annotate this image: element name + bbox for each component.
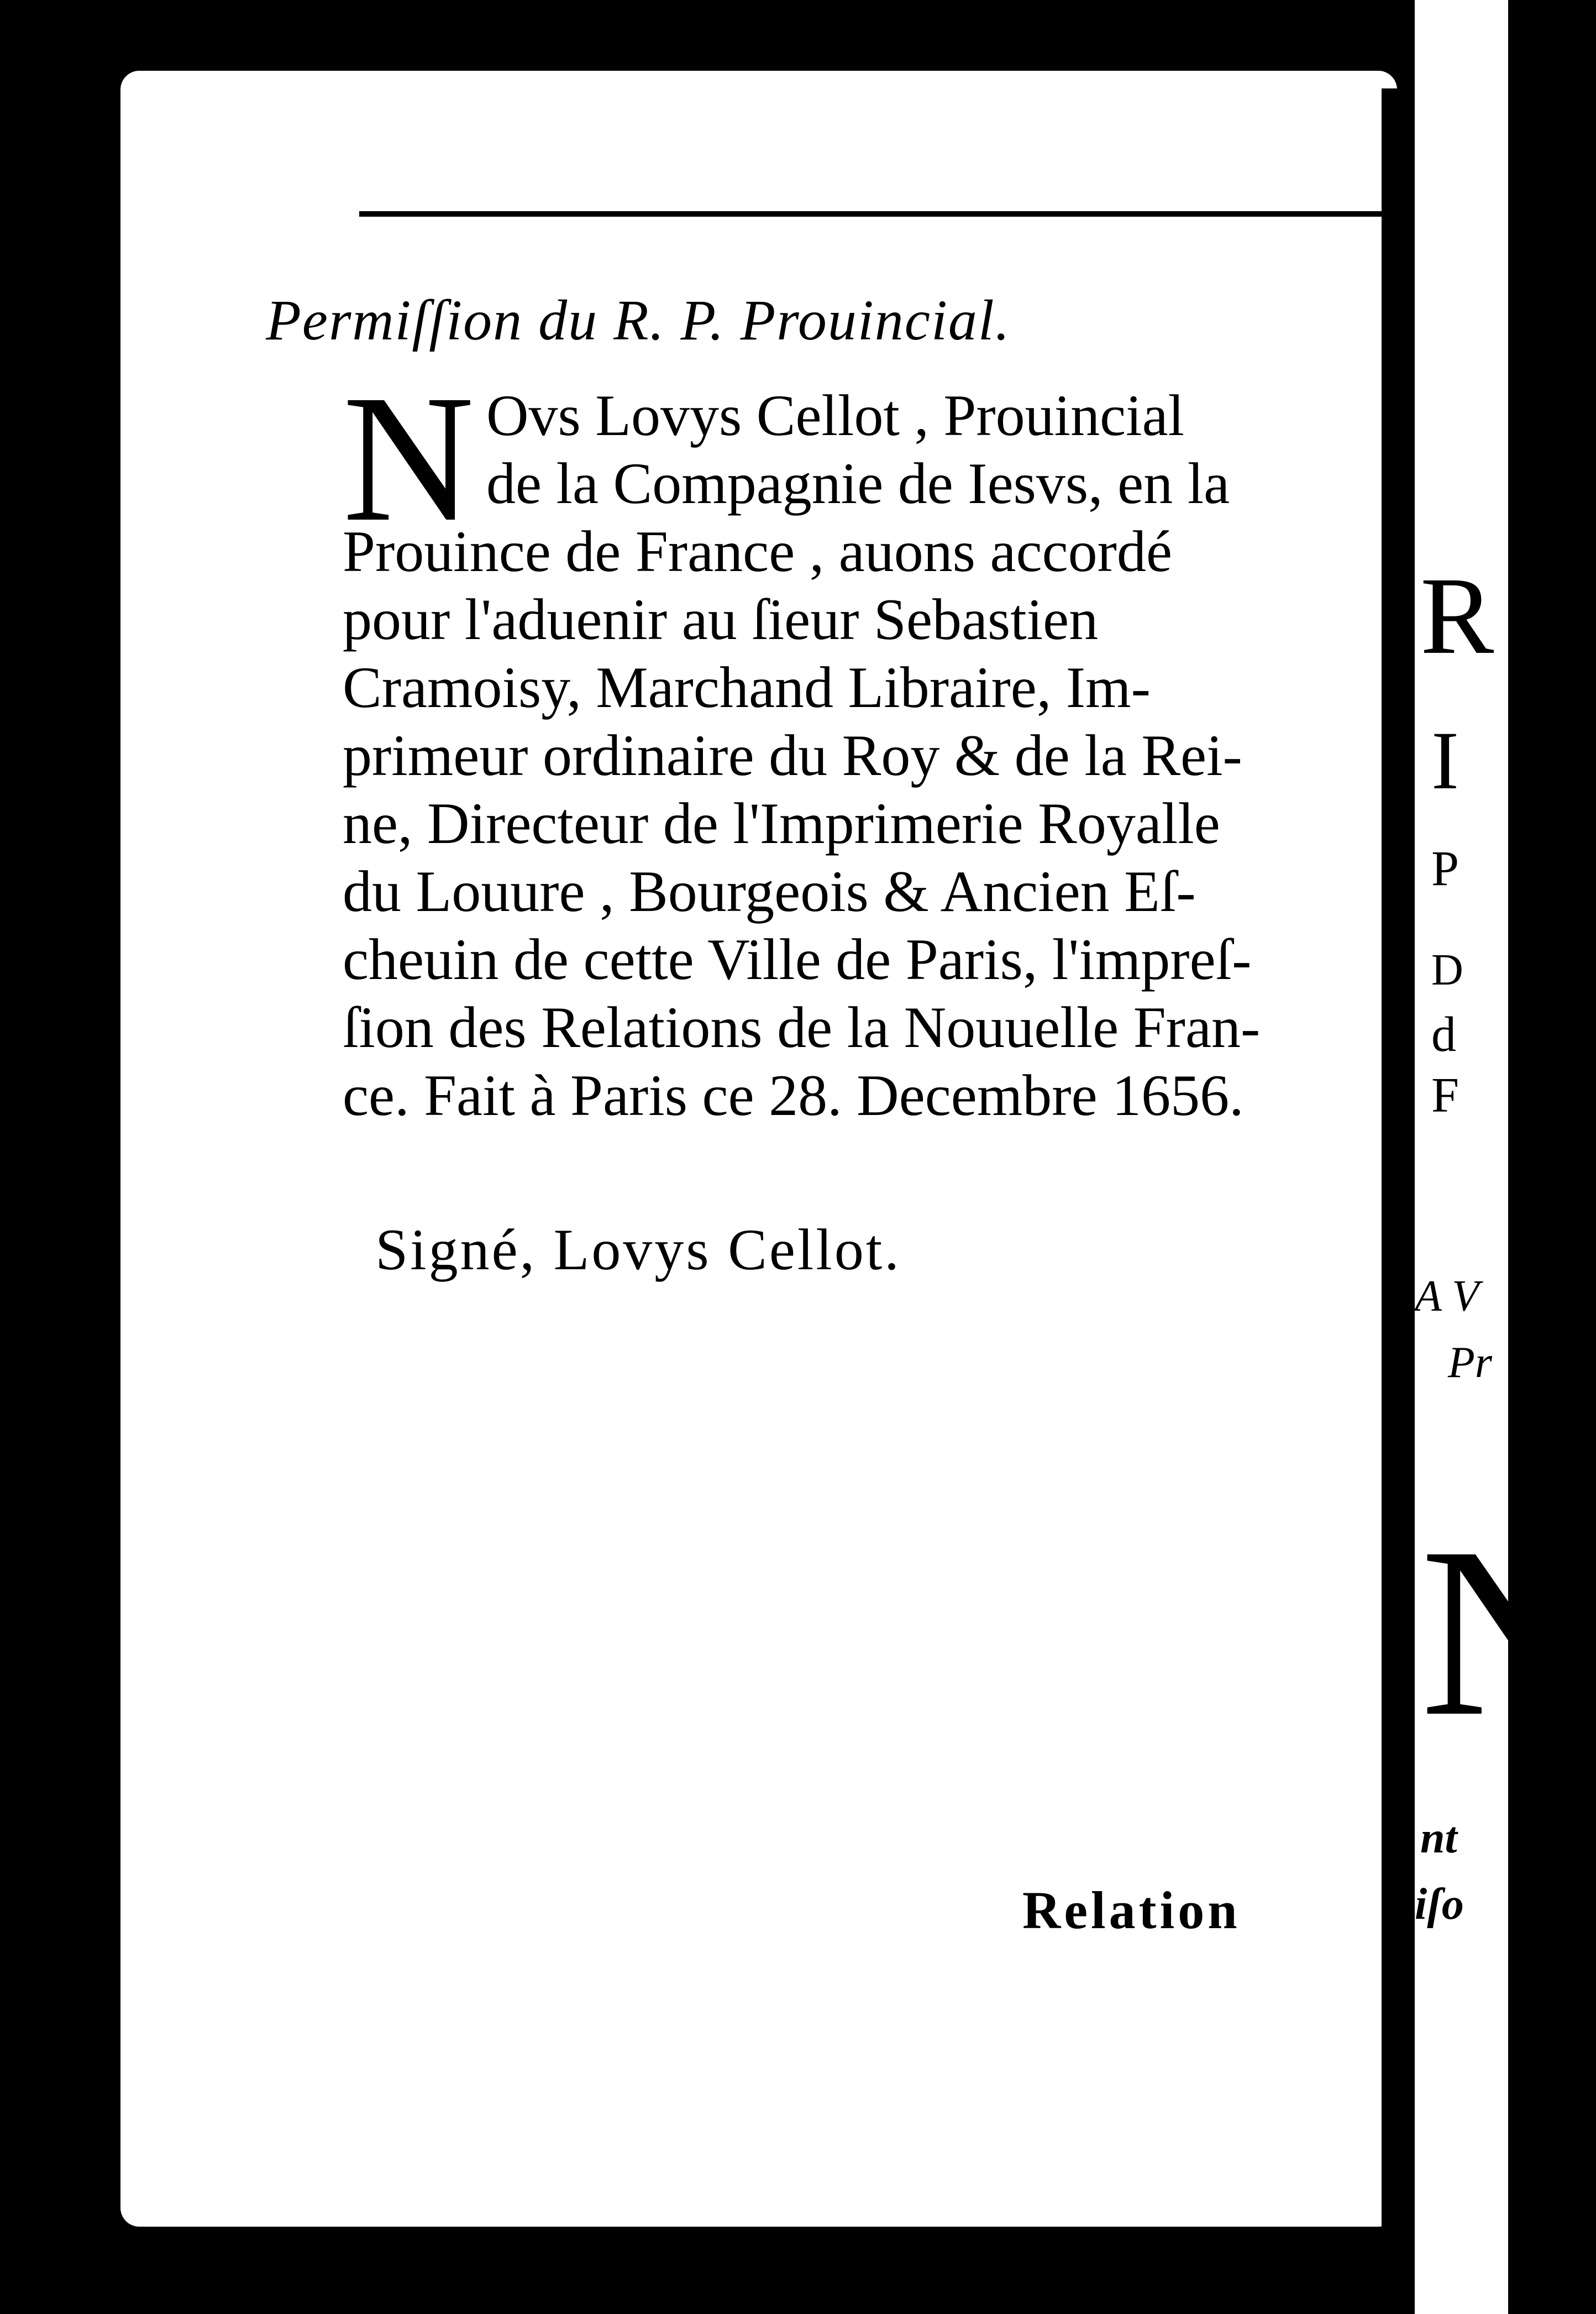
text-line: ce. Fait à Paris ce 28. Decembre 1656. bbox=[343, 1063, 1244, 1128]
text-line: Ovs Lovys Cellot , Prouincial bbox=[486, 383, 1185, 448]
facing-page-glyph: iſo bbox=[1415, 1880, 1464, 1929]
text-line: Cramoisy, Marchand Libraire, Im- bbox=[343, 655, 1151, 720]
text-line: du Louure , Bourgeois & Ancien Eſ- bbox=[343, 859, 1196, 924]
facing-page-glyph: nt bbox=[1420, 1814, 1457, 1862]
text-line: primeur ordinaire du Roy & de la Rei- bbox=[343, 723, 1242, 788]
text-line: ſion des Relations de la Nouuelle Fran- bbox=[343, 995, 1261, 1060]
permission-text bbox=[343, 358, 1354, 1129]
page-heading: Permiſſion du R. P. Prouincial. bbox=[266, 289, 1011, 352]
drop-cap-letter: N bbox=[343, 358, 475, 559]
facing-page-glyph: N bbox=[1420, 1498, 1596, 1767]
facing-page-glyph: F bbox=[1431, 1068, 1460, 1123]
facing-page-glyph: D bbox=[1431, 946, 1463, 994]
text-line: cheuin de cette Ville de Paris, l'impreſ- bbox=[343, 927, 1252, 992]
text-line: ne, Directeur de l'Imprimerie Royalle bbox=[343, 791, 1220, 856]
text-line: Prouince de France , auons accordé bbox=[343, 519, 1173, 584]
catchword: Relation bbox=[1022, 1881, 1241, 1940]
facing-page-glyph: Pr bbox=[1448, 1338, 1492, 1387]
facing-page-glyph: d bbox=[1431, 1007, 1456, 1062]
facing-page-glyph: A V bbox=[1415, 1272, 1479, 1321]
facing-page-glyph: R bbox=[1420, 555, 1494, 677]
facing-page-fragment bbox=[1415, 0, 1596, 2314]
facing-page-glyph: I bbox=[1431, 715, 1459, 807]
signature-line: Signé, Lovys Cellot. bbox=[375, 1217, 901, 1282]
facing-page-glyph: P bbox=[1431, 841, 1460, 896]
book-gutter bbox=[1382, 88, 1415, 2244]
header-rule bbox=[359, 211, 1387, 217]
text-line: pour l'aduenir au ſieur Sebastien bbox=[343, 587, 1099, 652]
text-line: de la Compagnie de Iesvs, en la bbox=[486, 451, 1230, 516]
